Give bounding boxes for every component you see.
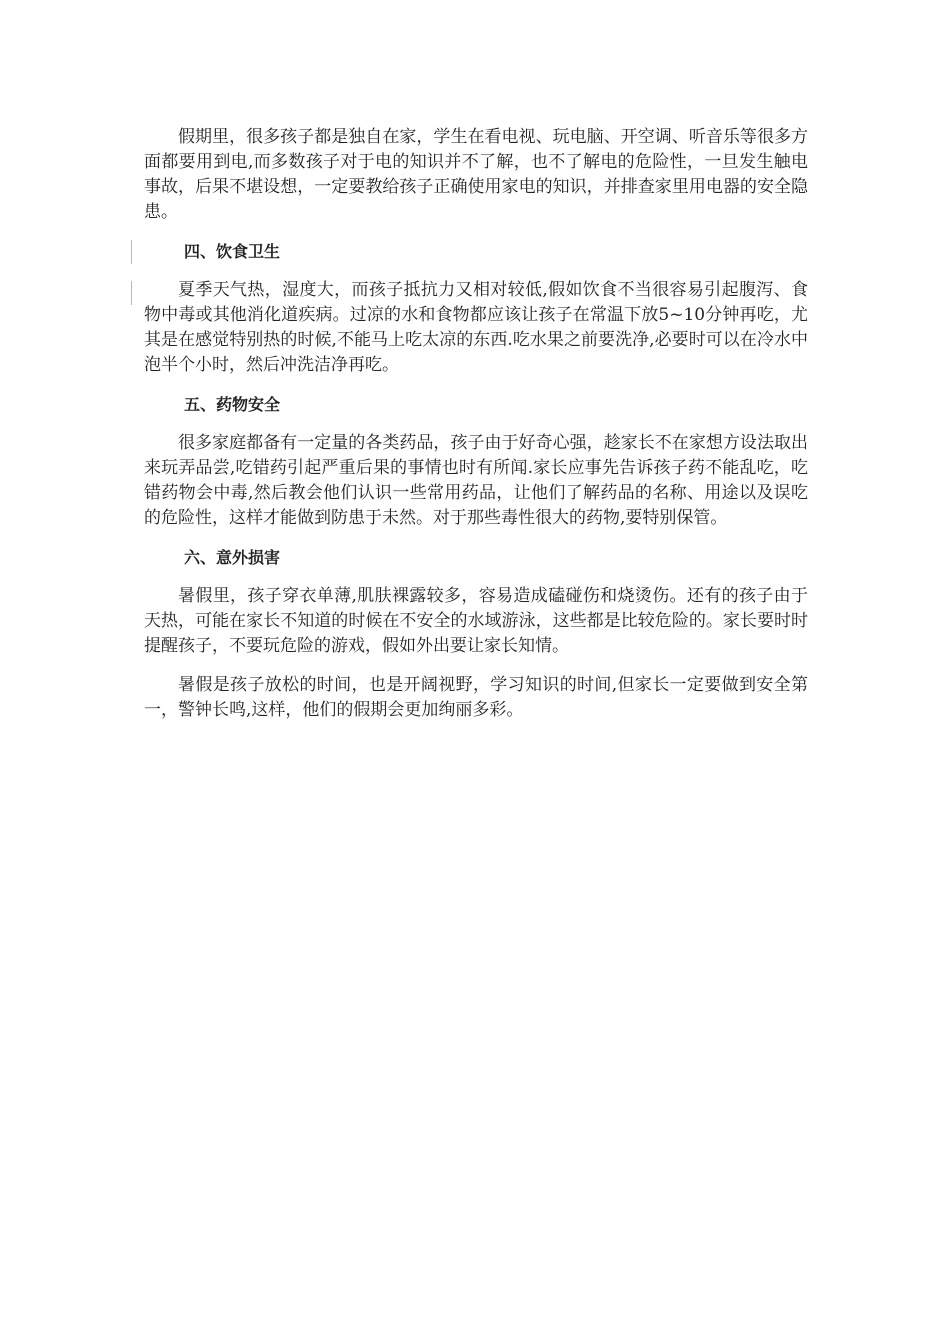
paragraph-food-hygiene: 夏季天气热，湿度大，而孩子抵抗力又相对较低,假如饮食不当很容易引起腹泻、食物中毒或其他消化道疾病。过凉的水和食物都应该让孩子在常温下放5~10分钟再吃，尤其是在感觉特别热的时候,不能马上吃太凉的东西.吃水果之前要洗净,必要时可以在冷水中泡半个小时，然后冲洗洁净再吃。 [144, 280, 808, 375]
heading-food-hygiene: 四、饮食卫生 [184, 242, 281, 261]
paragraph-electric-safety: 假期里，很多孩子都是独自在家，学生在看电视、玩电脑、开空调、听音乐等很多方面都要用到电,而多数孩子对于电的知识并不了解，也不了解电的危险性，一旦发生触电事故，后果不堪设想，一定要教给孩子正确使用家电的知识，并排查家里用电器的安全隐患。 [144, 127, 808, 222]
heading-accidental-injury: 六、意外损害 [184, 548, 281, 567]
paragraph-conclusion: 暑假是孩子放松的时间，也是开阔视野，学习知识的时间,但家长一定要做到安全第一，警钟长鸣,这样，他们的假期会更加绚丽多彩。 [144, 675, 808, 720]
paragraph-medicine-safety: 很多家庭都备有一定量的各类药品，孩子由于好奇心强，趁家长不在家想方设法取出来玩弄品尝,吃错药引起严重后果的事情也时有所闻.家长应事先告诉孩子药不能乱吃，吃错药物会中毒,然后教会他们认识一些常用药品，让他们了解药品的名称、用途以及误吃的危险性，这样才能做到防患于未然。对于那些毒性很大的药物,要特别保管。 [144, 433, 808, 528]
heading-medicine-safety: 五、药物安全 [184, 395, 281, 414]
document-body [144, 125, 808, 737]
change-bar [131, 281, 132, 305]
paragraph-accidental-injury: 暑假里，孩子穿衣单薄,肌肤裸露较多，容易造成磕碰伤和烧烫伤。还有的孩子由于天热，可能在家长不知道的时候在不安全的水域游泳，这些都是比较危险的。家长要时时提醒孩子，不要玩危险的游戏，假如外出要让家长知情。 [144, 586, 808, 656]
change-bar [131, 240, 132, 264]
